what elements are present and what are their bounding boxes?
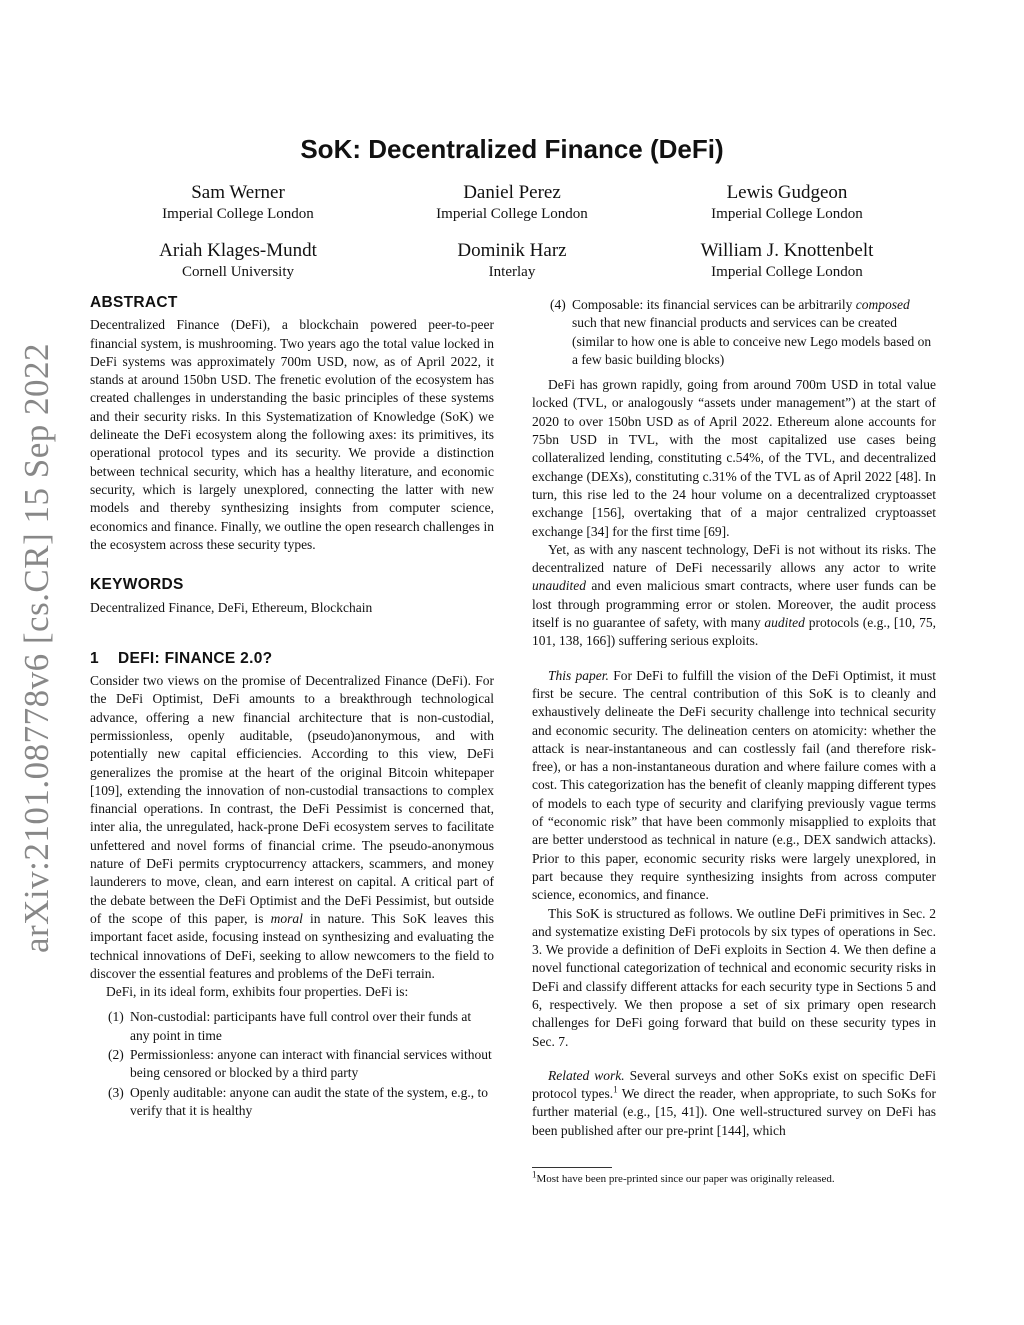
footnote: $^1$Most have been pre-printed since our paper was originally released. <box>532 1169 835 1185</box>
author-block <box>88 182 388 224</box>
author-block <box>637 182 937 224</box>
structure-paragraph: This SoK is structured as follows. We outline DeFi primitives in Sec. 2 and systematize existing DeFi protocols by six types of operations in Sec. 3. We provide a definition of DeFi exploits in Section 4. We then define a novel functional categorization of technical and economic security risks in DeFi and classify different attacks for each security type in Sections 5 and 6, respectively. We then propose a set of six primary open research challenges for DeFi going forward that build on these security types in Sec. 7. <box>532 905 936 1049</box>
properties-list-continued <box>532 296 936 369</box>
arxiv-identifier: arXiv:2101.08778v6 [cs.CR] 15 Sep 2022 <box>17 342 57 954</box>
author-name: Sam Werner <box>191 182 285 203</box>
property-item: (4) Composable: its financial services can be arbitrarily composed such that new financial products and services can be created (similar to how one is able to conceive new Lego models based on a few basic building blocks) <box>550 297 932 367</box>
keywords-heading: KEYWORDS <box>90 576 184 594</box>
abstract-text: Decentralized Finance (DeFi), a blockchain powered peer-to-peer financial system, is mushrooming. Two years ago the total value locked in DeFi systems was approximately 700m USD, now, as of April 2022, it stands at around 150bn USD. The frenetic evolution of the ecosystem has created challenges in understanding the basic principles of these systems and their security risks. In this Systematization of Knowledge (SoK) we delineate the DeFi ecosystem along the following axes: its primitives, its operational protocol types and its security. We provide a distinction between technical security, which has a healthy literature, and economic security, which is largely unexplored, connecting the latter with new models and thereby synthesizing insights from computer science, economics and finance. Finally, we outline the open research challenges in the ecosystem across these security types. <box>90 317 494 552</box>
keywords-text: Decentralized Finance, DeFi, Ethereum, Blockchain <box>90 600 373 616</box>
property-item: (3) Openly auditable: anyone can audit the state of the system, e.g., to verify that it is healthy <box>108 1084 489 1118</box>
author-affiliation: Interlay <box>488 264 536 280</box>
risks-paragraph: Yet, as with any nascent technology, DeFi is not without its risks. The decentralized nature of DeFi necessarily allows any actor to write unaudited and even malicious smart contracts, where user funds can be lost through programming error or stolen. Moreover, the audit process itself is no guarantee of safety, with many audited protocols (e.g., [10, 75, 101, 138, 166]) suffering serious exploits. <box>532 541 936 649</box>
author-affiliation: Cornell University <box>181 264 295 280</box>
this-paper-paragraph: This paper. For DeFi to fulfill the vision of the DeFi Optimist, it must first be secure. The central contribution of this SoK is to cleanly and exhaustively delineate the DeFi security challenge into technical security and economic security. The delineation centers on atomicity: whether the attack is near-instantaneous and can costlessly fail (and therefore risk-free), or has a non-instantaneous duration and where failure comes with a cost. This categorization has the benefit of cleanly mapping different types of models to each type of security and clarifying previously vague terms of “economic risk” that have been commonly misapplied to exploits that are better understood as technical in nature (e.g., DEX sandwich attacks). Prior to this paper, economic security risks were largely unexplored, in part because they require synthesizing insights from across computer science, economics, and finance. <box>532 667 937 903</box>
author-name: Dominik Harz <box>457 240 567 261</box>
right-column <box>532 296 936 1140</box>
section-title: DEFI: FINANCE 2.0? <box>118 649 273 667</box>
properties-intro: DeFi, in its ideal form, exhibits four properties. DeFi is: <box>106 984 409 1000</box>
arxiv-side-stamp <box>12 342 62 954</box>
property-item: (2) Permissionless: anyone can interact with financial services without being censored or blocked by a third party <box>108 1046 492 1081</box>
author-block <box>88 240 388 282</box>
author-block <box>637 240 937 282</box>
section-heading <box>90 650 494 668</box>
property-item: (1) Non-custodial: participants have full control over their funds at any point in time <box>108 1009 472 1043</box>
left-column <box>90 292 494 1121</box>
author-affiliation: Imperial College London <box>711 264 863 280</box>
author-affiliation: Imperial College London <box>436 206 588 222</box>
author-name: William J. Knottenbelt <box>700 240 874 261</box>
paper-title: SoK: Decentralized Finance (DeFi) <box>300 134 724 164</box>
section-number: 1 <box>90 649 99 667</box>
author-block <box>362 240 662 282</box>
author-affiliation: Imperial College London <box>711 206 863 222</box>
growth-paragraph: DeFi has grown rapidly, going from around 700m USD in total value locked (TVL, or analogously “assets under management”) at the start of 2020 to over 150bn USD as of April 2022. Ethereum alone accounts for 75bn USD in TVL, with the most capitalized use cases being collateralized lending, constituting c.54%, of the TVL, and decentralized exchange (DEXs), constituting c.31% of the TVL as of April 2022 [48]. In turn, this rise led to the 24 hour volume on a decentralized cryptoasset exchange [156], overtaking that of a major centralized cryptoasset exchange [34] for the first time [69]. <box>532 377 936 539</box>
author-block <box>362 182 662 224</box>
intro-paragraph: Consider two views on the promise of Decentralized Finance (DeFi). For the DeFi Optimist, DeFi amounts to a breakthrough technological advance, offering a new financial architecture that is non-custodial, permissionless, openly auditable, (pseudo)anonymous, and with potentially new capital efficiencies. According to this view, DeFi generalizes the promise at the heart of the original Bitcoin whitepaper [109], extending the innovation of non-custodial transactions to complex financial operations. In contrast, the DeFi Pessimist is concerned that, inter alia, the unregulated, hack-prone DeFi ecosystem serves to facilitate unfettered and novel forms of financial crime. The pseudo-anonymous nature of DeFi permits cryptocurrency attackers, scammers, and money launderers to move, clean, and earn interest on capital. A critical part of the debate between the DeFi Optimist and the DeFi Pessimist, but outside of the scope of this paper, is moral in nature. This SoK leaves this important facet aside, focusing instead on synthesizing and evaluating the technical innovations of DeFi, seeking to allow newcomers to the field to discover the essential features and problems of the DeFi terrain. <box>90 673 495 981</box>
abstract-heading: ABSTRACT <box>90 294 178 311</box>
properties-list <box>90 1008 494 1120</box>
author-name: Ariah Klages-Mundt <box>159 240 317 261</box>
author-affiliation: Imperial College London <box>162 206 314 222</box>
related-work-paragraph: Related work. Several surveys and other SoKs exist on specific DeFi protocol types.$^1$ We direct the reader, when appropriate, to such SoKs for further material (e.g., [15, 41]). One well-structured survey on DeFi has been published after our pre-print [144], which <box>532 1067 936 1138</box>
footnote-rule <box>532 1167 612 1168</box>
author-name: Daniel Perez <box>463 182 561 203</box>
author-name: Lewis Gudgeon <box>726 182 848 203</box>
